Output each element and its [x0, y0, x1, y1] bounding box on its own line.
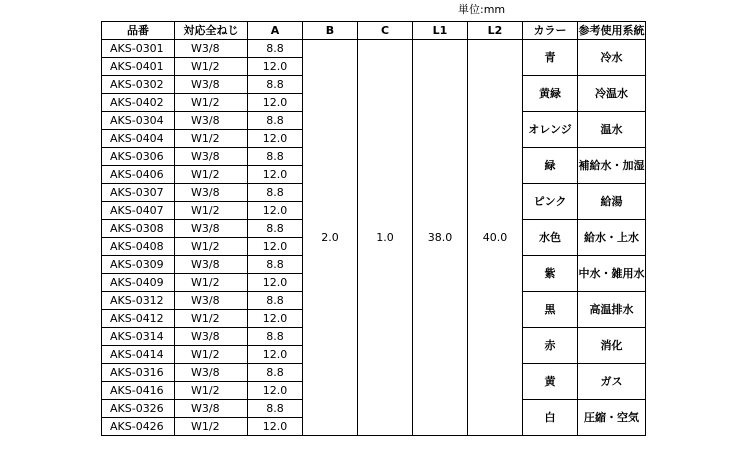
header-cell: B [303, 22, 358, 40]
dimension-a-cell: 12.0 [248, 238, 303, 256]
part-number-cell: AKS-0404 [102, 130, 175, 148]
part-number-cell: AKS-0401 [102, 58, 175, 76]
thread-size-cell: W1/2 [175, 58, 248, 76]
color-cell: 赤 [523, 328, 578, 364]
dimension-c-cell: 1.0 [358, 40, 413, 436]
color-cell: ピンク [523, 184, 578, 220]
dimension-a-cell: 8.8 [248, 40, 303, 58]
part-number-cell: AKS-0408 [102, 238, 175, 256]
thread-size-cell: W1/2 [175, 382, 248, 400]
dimension-b-cell: 2.0 [303, 40, 358, 436]
color-cell: 黄 [523, 364, 578, 400]
dimension-a-cell: 8.8 [248, 328, 303, 346]
header-cell: L2 [468, 22, 523, 40]
part-number-cell: AKS-0409 [102, 274, 175, 292]
part-number-cell: AKS-0412 [102, 310, 175, 328]
thread-size-cell: W3/8 [175, 364, 248, 382]
usage-system-cell: 中水・雑用水 [578, 256, 646, 292]
thread-size-cell: W3/8 [175, 76, 248, 94]
dimension-a-cell: 8.8 [248, 292, 303, 310]
thread-size-cell: W1/2 [175, 166, 248, 184]
thread-size-cell: W3/8 [175, 400, 248, 418]
dimension-a-cell: 8.8 [248, 76, 303, 94]
table-row [102, 40, 646, 58]
part-number-cell: AKS-0302 [102, 76, 175, 94]
thread-size-cell: W1/2 [175, 94, 248, 112]
dimension-a-cell: 8.8 [248, 148, 303, 166]
dimension-a-cell: 12.0 [248, 382, 303, 400]
usage-system-cell: 冷水 [578, 40, 646, 76]
thread-size-cell: W1/2 [175, 274, 248, 292]
thread-size-cell: W3/8 [175, 40, 248, 58]
color-cell: 黄緑 [523, 76, 578, 112]
header-cell: 参考使用系統 [578, 22, 646, 40]
part-number-cell: AKS-0314 [102, 328, 175, 346]
unit-label: 単位:mm [458, 3, 506, 16]
dimension-a-cell: 12.0 [248, 202, 303, 220]
part-number-cell: AKS-0308 [102, 220, 175, 238]
dimension-a-cell: 12.0 [248, 346, 303, 364]
header-cell: 品番 [102, 22, 175, 40]
thread-size-cell: W3/8 [175, 292, 248, 310]
thread-size-cell: W3/8 [175, 184, 248, 202]
dimension-a-cell: 8.8 [248, 364, 303, 382]
part-number-cell: AKS-0426 [102, 418, 175, 436]
thread-size-cell: W3/8 [175, 220, 248, 238]
part-number-cell: AKS-0316 [102, 364, 175, 382]
dimension-a-cell: 8.8 [248, 184, 303, 202]
thread-size-cell: W1/2 [175, 202, 248, 220]
usage-system-cell: 冷温水 [578, 76, 646, 112]
header-cell: 対応全ねじ [175, 22, 248, 40]
part-number-cell: AKS-0307 [102, 184, 175, 202]
header-cell: カラー [523, 22, 578, 40]
thread-size-cell: W3/8 [175, 112, 248, 130]
part-number-cell: AKS-0326 [102, 400, 175, 418]
thread-size-cell: W1/2 [175, 418, 248, 436]
usage-system-cell: 補給水・加湿 [578, 148, 646, 184]
thread-size-cell: W3/8 [175, 256, 248, 274]
color-cell: 黒 [523, 292, 578, 328]
thread-size-cell: W1/2 [175, 130, 248, 148]
color-cell: 紫 [523, 256, 578, 292]
part-number-cell: AKS-0306 [102, 148, 175, 166]
dimension-a-cell: 8.8 [248, 220, 303, 238]
dimension-a-cell: 12.0 [248, 58, 303, 76]
usage-system-cell: 給湯 [578, 184, 646, 220]
thread-size-cell: W1/2 [175, 238, 248, 256]
thread-size-cell: W3/8 [175, 328, 248, 346]
dimension-a-cell: 8.8 [248, 400, 303, 418]
dimension-a-cell: 12.0 [248, 130, 303, 148]
thread-size-cell: W1/2 [175, 346, 248, 364]
dimension-a-cell: 8.8 [248, 112, 303, 130]
dimension-a-cell: 12.0 [248, 94, 303, 112]
dimension-l2-cell: 40.0 [468, 40, 523, 436]
usage-system-cell: 高温排水 [578, 292, 646, 328]
color-cell: オレンジ [523, 112, 578, 148]
dimension-a-cell: 12.0 [248, 274, 303, 292]
spec-table [101, 21, 646, 436]
usage-system-cell: 消化 [578, 328, 646, 364]
part-number-cell: AKS-0312 [102, 292, 175, 310]
part-number-cell: AKS-0309 [102, 256, 175, 274]
usage-system-cell: 給水・上水 [578, 220, 646, 256]
part-number-cell: AKS-0402 [102, 94, 175, 112]
color-cell: 緑 [523, 148, 578, 184]
part-number-cell: AKS-0407 [102, 202, 175, 220]
header-cell: A [248, 22, 303, 40]
color-cell: 水色 [523, 220, 578, 256]
header-cell: C [358, 22, 413, 40]
dimension-a-cell: 8.8 [248, 256, 303, 274]
part-number-cell: AKS-0414 [102, 346, 175, 364]
part-number-cell: AKS-0416 [102, 382, 175, 400]
part-number-cell: AKS-0304 [102, 112, 175, 130]
header-row [102, 22, 646, 40]
thread-size-cell: W3/8 [175, 148, 248, 166]
dimension-l1-cell: 38.0 [413, 40, 468, 436]
thread-size-cell: W1/2 [175, 310, 248, 328]
usage-system-cell: 圧縮・空気 [578, 400, 646, 436]
part-number-cell: AKS-0406 [102, 166, 175, 184]
usage-system-cell: ガス [578, 364, 646, 400]
dimension-a-cell: 12.0 [248, 418, 303, 436]
part-number-cell: AKS-0301 [102, 40, 175, 58]
dimension-a-cell: 12.0 [248, 166, 303, 184]
color-cell: 白 [523, 400, 578, 436]
color-cell: 青 [523, 40, 578, 76]
header-cell: L1 [413, 22, 468, 40]
dimension-a-cell: 12.0 [248, 310, 303, 328]
usage-system-cell: 温水 [578, 112, 646, 148]
